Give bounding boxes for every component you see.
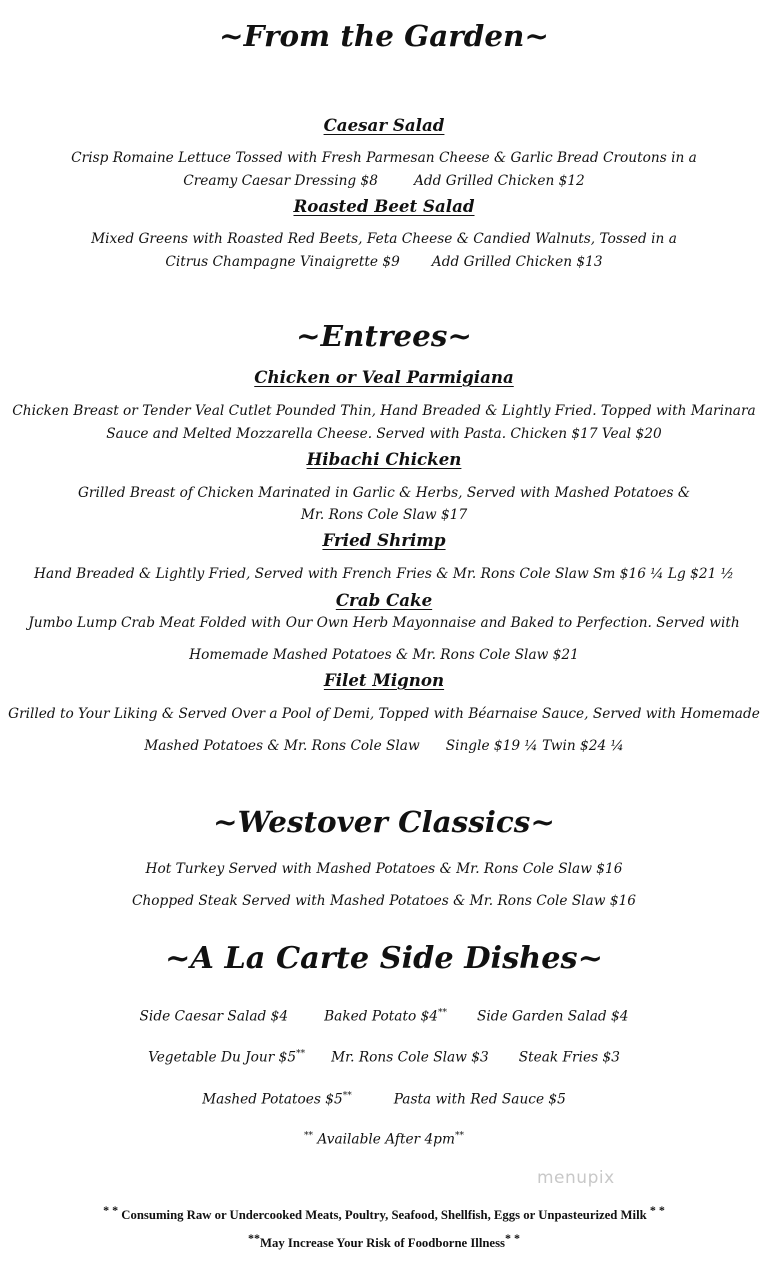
caesar-salad-desc-1: Crisp Romaine Lettuce Tossed with Fresh Parmesan Cheese & Garlic Bread Croutons in a — [71, 150, 697, 166]
hibachi-chicken-title: Hibachi Chicken — [306, 449, 462, 469]
roasted-beet-desc-2 — [0, 254, 768, 270]
cole-slaw: Mr. Rons Cole Slaw $3 — [331, 1049, 489, 1066]
footer-stars-right-2: * * — [504, 1231, 520, 1245]
hibachi-desc-1: Grilled Breast of Chicken Marinated in Garlic & Herbs, Served with Mashed Potatoes & — [77, 485, 691, 501]
caesar-salad-desc-2 — [0, 173, 768, 189]
sides-heading: ~A La Carte Side Dishes~ — [164, 941, 604, 976]
filet-mignon-title: Filet Mignon — [323, 670, 445, 690]
note-star-left: ** — [304, 1131, 314, 1141]
footer-line-1: Consuming Raw or Undercooked Meats, Poultry, Seafood, Shellfish, Eggs or Unpasteurized Milk — [121, 1208, 647, 1223]
roasted-beet-salad-title: Roasted Beet Salad — [293, 196, 475, 216]
hot-turkey-line: Hot Turkey Served with Mashed Potatoes & Mr. Rons Cole Slaw $16 — [145, 861, 623, 877]
filet-prices: Single $19 ¼ Twin $24 ¼ — [445, 738, 624, 754]
roasted-beet-price: Citrus Champagne Vinaigrette $9 — [165, 254, 400, 270]
pasta-red-sauce: Pasta with Red Sauce $5 — [393, 1091, 566, 1108]
baked-potato: Baked Potato $4 — [324, 1008, 439, 1025]
footer-stars-left-2: ** — [248, 1231, 261, 1245]
filet-mignon-desc-1: Grilled to Your Liking & Served Over a Pool of Demi, Topped with Béarnaise Sauce, Served with Homemade — [8, 706, 760, 722]
footer-warning-1 — [0, 1203, 768, 1223]
baked-potato-star: ** — [438, 1008, 448, 1018]
crab-cake-desc-2: Homemade Mashed Potatoes & Mr. Rons Cole Slaw $21 — [189, 647, 579, 663]
entrees-heading: ~Entrees~ — [296, 318, 472, 353]
footer-warning-2 — [0, 1231, 768, 1251]
vegetable-du-jour: Vegetable Du Jour $5 — [148, 1049, 297, 1066]
caesar-salad-title: Caesar Salad — [323, 115, 445, 135]
mashed-potatoes: Mashed Potatoes $5 — [202, 1091, 343, 1108]
parmigiana-desc-2: Sauce and Melted Mozzarella Cheese. Served with Pasta. Chicken $17 Veal $20 — [106, 426, 662, 442]
side-garden-salad: Side Garden Salad $4 — [477, 1008, 629, 1025]
steak-fries: Steak Fries $3 — [518, 1049, 620, 1066]
side-caesar-salad: Side Caesar Salad $4 — [139, 1008, 289, 1025]
sides-row-2 — [0, 1049, 768, 1066]
sides-row-3 — [0, 1091, 768, 1108]
footer-stars-right: * * — [649, 1203, 665, 1217]
crab-cake-desc-1: Jumbo Lump Crab Meat Folded with Our Own Herb Mayonnaise and Baked to Perfection. Served with — [28, 615, 740, 631]
mashed-star: ** — [342, 1091, 352, 1101]
filet-mignon-desc-2 — [0, 738, 768, 754]
parmigiana-desc-1: Chicken Breast or Tender Veal Cutlet Pounded Thin, Hand Breaded & Lightly Fried. Topped with Marinara — [12, 403, 756, 419]
parmigiana-title: Chicken or Veal Parmigiana — [254, 367, 514, 387]
footer-line-2: May Increase Your Risk of Foodborne Illness — [260, 1236, 505, 1251]
chopped-steak-line: Chopped Steak Served with Mashed Potatoes & Mr. Rons Cole Slaw $16 — [131, 893, 637, 909]
classics-heading: ~Westover Classics~ — [213, 804, 555, 839]
vegetable-star: ** — [296, 1049, 306, 1059]
roasted-beet-desc-1: Mixed Greens with Roasted Red Beets, Feta Cheese & Candied Walnuts, Tossed in a — [91, 231, 677, 247]
caesar-add-chicken: Add Grilled Chicken $12 — [413, 173, 585, 189]
garden-heading: ~From the Garden~ — [219, 18, 549, 53]
filet-sides: Mashed Potatoes & Mr. Rons Cole Slaw — [144, 738, 420, 754]
sides-row-1 — [0, 1008, 768, 1025]
hibachi-desc-2: Mr. Rons Cole Slaw $17 — [300, 507, 468, 523]
beet-add-chicken: Add Grilled Chicken $13 — [431, 254, 603, 270]
menupix-watermark: menupix — [537, 1168, 615, 1188]
fried-shrimp-desc: Hand Breaded & Lightly Fried, Served with French Fries & Mr. Rons Cole Slaw Sm $16 ¼ Lg $21 ½ — [34, 566, 734, 582]
note-star-right: ** — [454, 1131, 464, 1141]
availability-note — [0, 1131, 768, 1148]
fried-shrimp-title: Fried Shrimp — [322, 530, 446, 550]
note-text: Available After 4pm — [317, 1131, 455, 1148]
caesar-salad-price: Creamy Caesar Dressing $8 — [183, 173, 378, 189]
footer-stars-left: * * — [103, 1203, 119, 1217]
crab-cake-title: Crab Cake — [335, 590, 433, 610]
